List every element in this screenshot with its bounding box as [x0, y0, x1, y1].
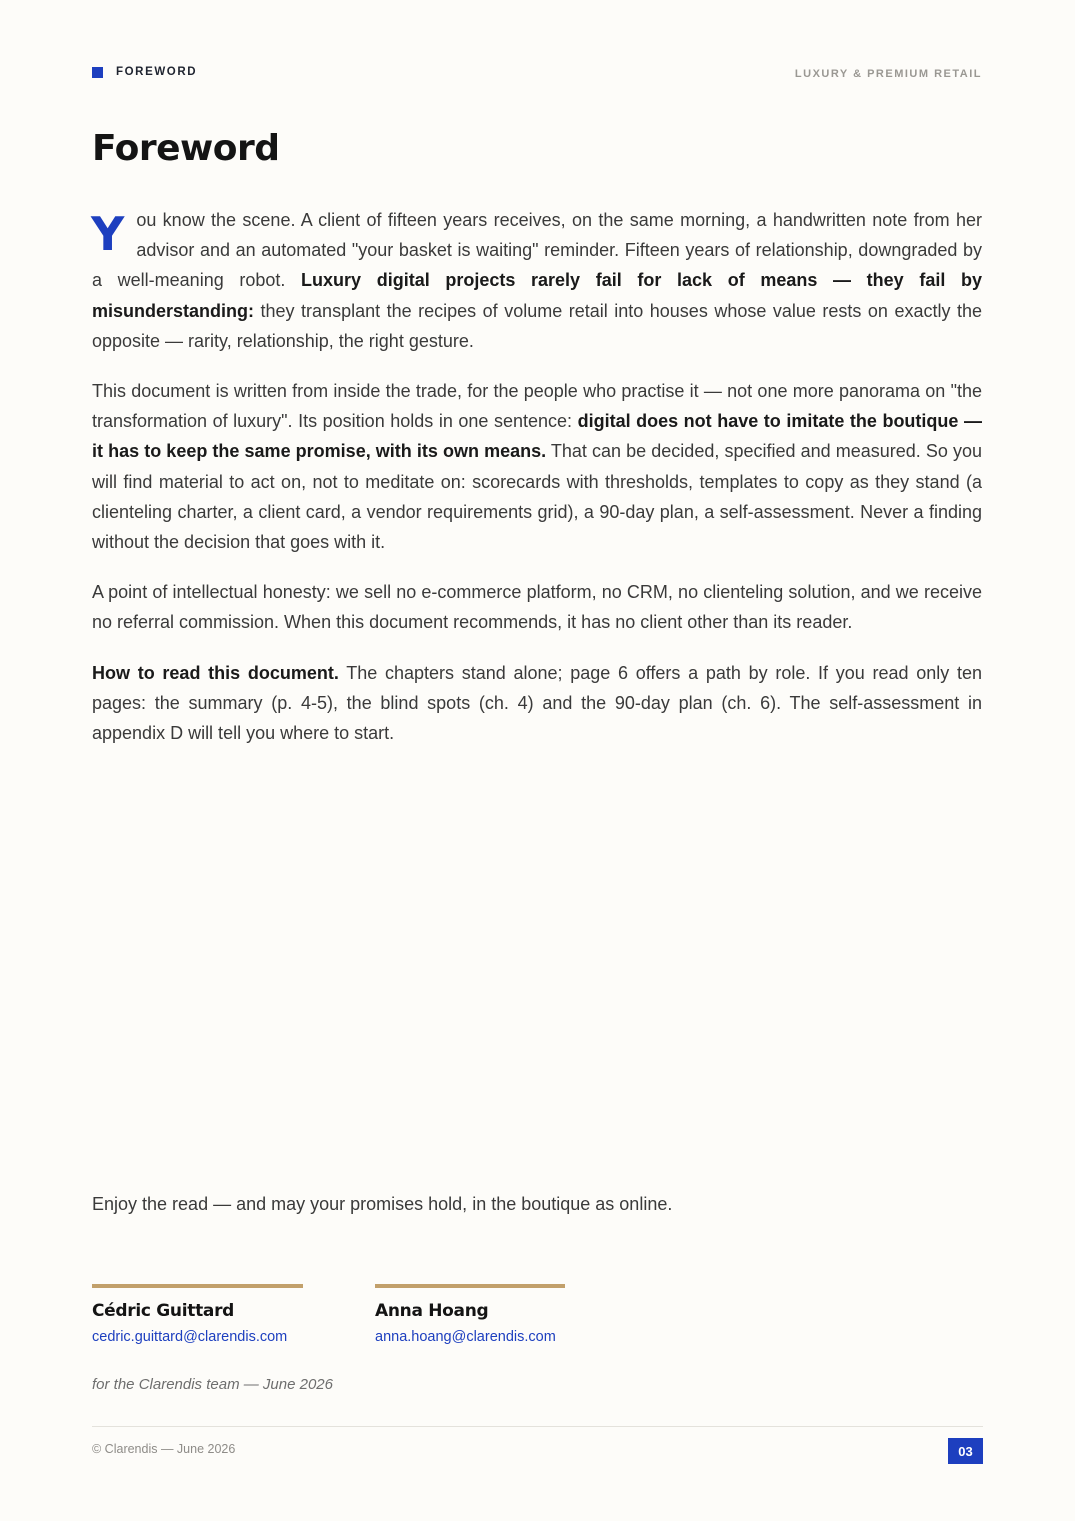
running-header [92, 66, 982, 82]
paragraph-text: That can be decided, specified and measured. So you will find material to act on, not to meditate on: scorecards with thresholds, templates to copy as they stand (a clienteling charter, a client card, a vendor requirements grid), a 90-day plan, a self-assessment. Never a finding without the decision that goes with it. [92, 441, 983, 553]
signatory-email-link[interactable]: cedric.guittard@clarendis.com [92, 1329, 288, 1345]
signatory-name: Anna Hoang [375, 1301, 489, 1321]
paragraph-text: they transplant the recipes of volume retail into houses whose value rests on exactly the opposite — rarity, relationship, the right gesture. [92, 300, 982, 351]
paragraph-honesty [92, 577, 982, 637]
signatory-email-link[interactable]: anna.hoang@clarendis.com [375, 1329, 556, 1345]
team-line: for the Clarendis team — June 2026 [92, 1376, 333, 1393]
paragraph-text: ou know the scene. A client of fifteen years receives, on the same morning, a handwritten note from her advisor and an automated "your basket is waiting" reminder. Fifteen years of relationship, downgraded by a well-meaning robot. [92, 210, 982, 291]
footer-copyright: © Clarendis — June 2026 [92, 1442, 236, 1456]
paragraph-position [92, 376, 982, 557]
page-number-badge: 03 [948, 1438, 983, 1464]
paragraph-text: This document is written from inside the trade, for the people who practise it — not one more panorama on "the transformation of luxury". Its position holds in one sentence: [92, 381, 982, 432]
section-label: FOREWORD [116, 66, 198, 78]
paragraph-text: The chapters stand alone; page 6 offers a path by role. If you read only ten pages: the summary (p. 4-5), the blind spots (ch. 4) and the 90-day plan (ch. 6). The self-assessment in appendix D will tell you where to start. [92, 662, 983, 744]
paragraph-bold: digital does not have to imitate the boutique — it has to keep the same promise, with its own means. [92, 411, 982, 462]
closing-line: Enjoy the read — and may your promises hold, in the boutique as online. [92, 1194, 673, 1214]
signatory-divider [375, 1284, 565, 1288]
paragraph-bold: Luxury digital projects rarely fail for lack of means — they fail by misunderstanding: [92, 270, 983, 321]
signatory-name: Cédric Guittard [92, 1301, 235, 1321]
signatory-divider [92, 1284, 303, 1288]
drop-cap: Y [91, 207, 125, 261]
paragraph-text: A point of intellectual honesty: we sell no e-commerce platform, no CRM, no clienteling solution, and we receive no referral commission. When this document recommends, it has no client other than its reader. [92, 582, 982, 633]
signatory-block [375, 1284, 565, 1345]
footer-divider [92, 1426, 983, 1427]
paragraph-bold: How to read this document. [92, 662, 339, 683]
paragraph-how-to-read [92, 658, 982, 749]
page-title: Foreword [92, 128, 280, 169]
signatory-block [92, 1284, 303, 1345]
body-text [92, 205, 982, 768]
section-square-icon [92, 67, 103, 78]
publication-label: LUXURY & PREMIUM RETAIL [794, 68, 982, 80]
paragraph-intro [92, 205, 982, 356]
section-marker [92, 66, 197, 78]
